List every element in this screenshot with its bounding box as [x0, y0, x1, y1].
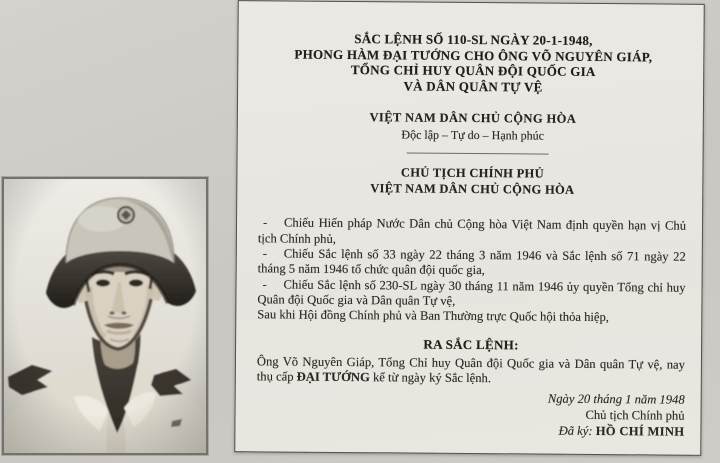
- decree-title-line-3: TỔNG CHỈ HUY QUÂN ĐỘI QUỐC GIA: [350, 62, 596, 80]
- portrait-photo: [2, 177, 208, 455]
- decree-body: [256, 216, 686, 441]
- issuer-line-2: VIỆT NAM DÂN CHỦ CỘNG HÒA: [370, 181, 575, 197]
- decree-statement-post: kể từ ngày ký Sắc lệnh.: [369, 370, 492, 386]
- national-name: VIỆT NAM DÂN CHỦ CỘNG HÒA: [369, 110, 577, 127]
- consideration-3: [257, 277, 685, 311]
- decree-title-line-4: VÀ DÂN QUÂN TỰ VỆ: [403, 78, 543, 95]
- vo-nguyen-giap-portrait-icon: [4, 179, 206, 453]
- consideration-1-text: Chiếu Hiến pháp Nước Dân chủ Cộng hòa Việt Nam định quyền hạn vị Chủ tịch Chính phủ,: [257, 215, 687, 246]
- signed-name: HỒ CHÍ MINH: [595, 423, 685, 439]
- signature-title: Chủ tịch Chính phủ: [585, 408, 685, 423]
- consideration-2-text: Chiếu Sắc lệnh số 33 ngày 22 tháng 3 năm 1946 và Sắc lệnh số 71 ngày 22 tháng 5 năm 1946 tổ chức quân đội quốc gia,: [257, 246, 686, 278]
- signature-block: [256, 390, 684, 441]
- bullet-dash: -: [262, 246, 268, 261]
- signed-label: Đã ký:: [558, 423, 593, 438]
- consideration-2: [258, 246, 686, 280]
- national-motto: Độc lập – Tự do – Hạnh phúc: [401, 127, 545, 143]
- bullet-dash: -: [262, 215, 268, 230]
- signature-date: Ngày 20 tháng 1 năm 1948: [547, 391, 685, 408]
- decree-statement: [257, 354, 685, 388]
- consideration-1: [258, 216, 686, 250]
- decree-document: [234, 0, 705, 456]
- decree-title: [259, 30, 687, 96]
- separator-line: [407, 153, 549, 155]
- decree-rank: ĐẠI TƯỚNG: [296, 369, 370, 385]
- decree-title-line-1: SẮC LỆNH SỐ 110-SL NGÀY 20-1-1948,: [354, 31, 593, 48]
- consideration-3-text: Chiếu Sắc lệnh số 230-SL ngày 30 tháng 11 năm 1946 ủy quyền Tổng chỉ huy Quân đội Quốc gia và Dân quân Tự vệ,: [257, 277, 686, 308]
- decree-heading: RA SẮC LỆNH:: [423, 337, 519, 353]
- signature-signed-line: [256, 421, 684, 440]
- issuer-line-1: CHỦ TỊCH CHÍNH PHỦ: [400, 165, 544, 181]
- decree-statement-pre: Ông Võ Nguyên Giáp, Tổng Chỉ huy Quân đội Quốc gia và Dân quân Tự vệ, nay thụ cấp: [256, 354, 685, 384]
- bullet-dash: -: [262, 276, 267, 291]
- after-clause: Sau khi Hội đồng Chính phủ và Ban Thường trực Quốc hội thỏa hiệp,: [257, 307, 610, 325]
- decree-title-line-2: PHONG HÀM ĐẠI TƯỚNG CHO ÔNG VÕ NGUYÊN GIÁP,: [294, 46, 653, 65]
